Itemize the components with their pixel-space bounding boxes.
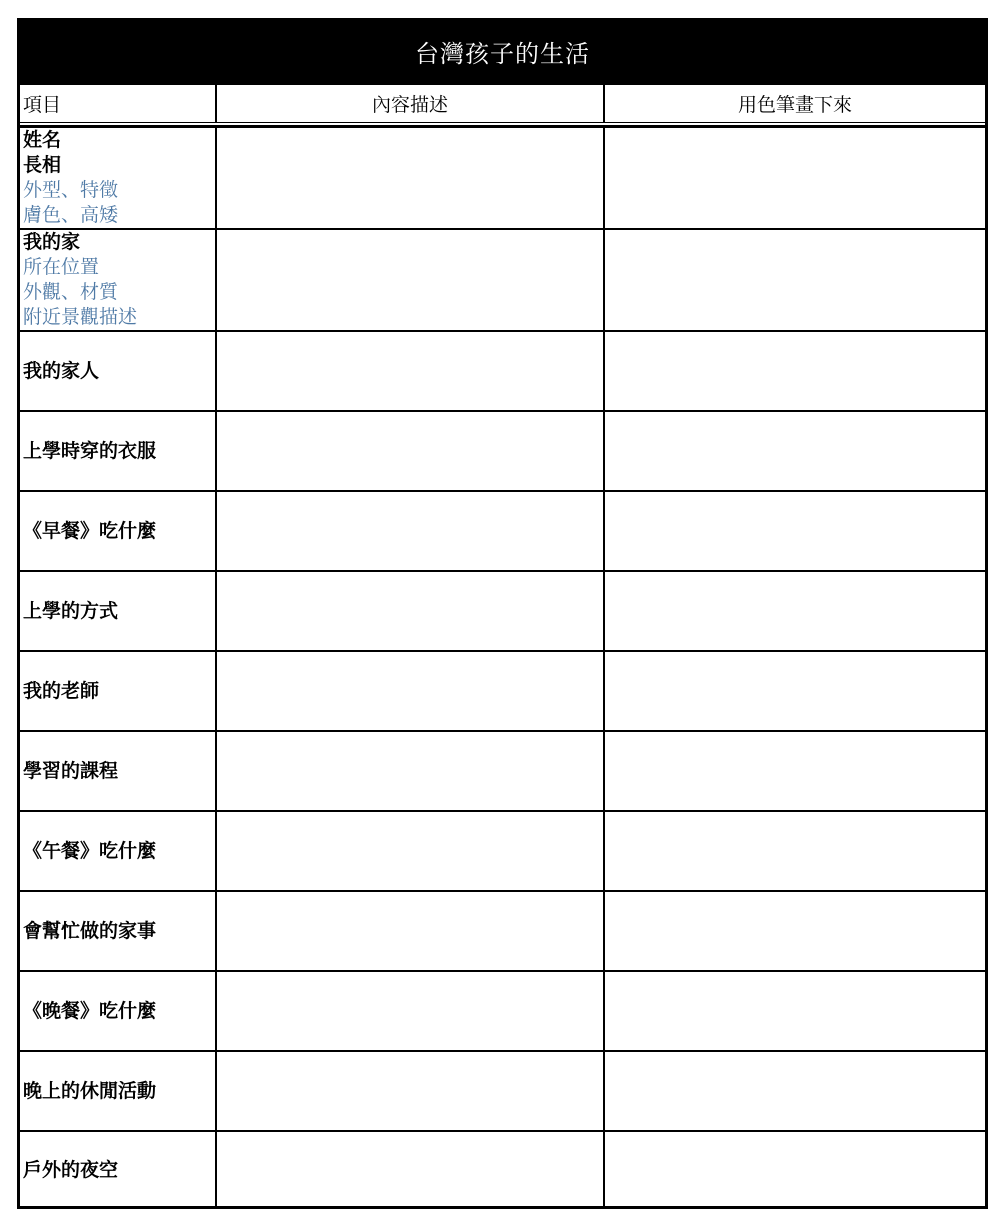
description-cell[interactable] — [215, 412, 603, 490]
table-row — [20, 1050, 985, 1130]
table-row — [20, 890, 985, 970]
description-cell[interactable] — [215, 332, 603, 410]
drawing-cell[interactable] — [603, 332, 985, 410]
item-label: 我的家人 — [23, 359, 100, 382]
item-label-cell — [20, 492, 215, 570]
item-label-cell — [20, 128, 215, 228]
item-label-cell — [20, 732, 215, 810]
item-label: 我的家 — [23, 231, 81, 253]
item-hint: 外觀、材質 — [23, 281, 119, 303]
item-label-cell — [20, 892, 215, 970]
table-row — [20, 570, 985, 650]
drawing-cell[interactable] — [603, 732, 985, 810]
description-cell[interactable] — [215, 892, 603, 970]
item-label-cell — [20, 812, 215, 890]
table-row — [20, 126, 985, 228]
header-drawing: 用色筆畫下來 — [603, 85, 985, 122]
drawing-cell[interactable] — [603, 230, 985, 330]
drawing-cell[interactable] — [603, 812, 985, 890]
header-description: 內容描述 — [215, 85, 603, 122]
drawing-cell[interactable] — [603, 572, 985, 650]
item-label-cell — [20, 652, 215, 730]
table-row — [20, 1130, 985, 1209]
header-row — [20, 85, 985, 123]
description-cell[interactable] — [215, 732, 603, 810]
drawing-cell[interactable] — [603, 128, 985, 228]
drawing-cell[interactable] — [603, 652, 985, 730]
description-cell[interactable] — [215, 652, 603, 730]
description-cell[interactable] — [215, 128, 603, 228]
item-hint: 所在位置 — [23, 256, 100, 278]
drawing-cell[interactable] — [603, 412, 985, 490]
drawing-cell[interactable] — [603, 892, 985, 970]
item-label: 姓名 — [23, 129, 62, 151]
description-cell[interactable] — [215, 812, 603, 890]
item-hint: 附近景觀描述 — [23, 306, 138, 328]
drawing-cell[interactable] — [603, 1132, 985, 1209]
item-label-cell — [20, 1132, 215, 1209]
item-label-cell — [20, 1052, 215, 1130]
table-row — [20, 410, 985, 490]
item-hint: 膚色、高矮 — [23, 204, 119, 226]
description-cell[interactable] — [215, 230, 603, 330]
description-cell[interactable] — [215, 1052, 603, 1130]
worksheet-title: 台灣孩子的生活 — [17, 18, 988, 85]
item-label-cell — [20, 572, 215, 650]
description-cell[interactable] — [215, 972, 603, 1050]
item-label-cell — [20, 412, 215, 490]
drawing-cell[interactable] — [603, 1052, 985, 1130]
header-item: 項目 — [23, 94, 62, 116]
item-label: 上學的方式 — [23, 599, 119, 622]
table-row — [20, 228, 985, 330]
item-label-cell — [20, 230, 215, 330]
table-row — [20, 490, 985, 570]
item-label: 長相 — [23, 154, 62, 176]
item-label: 晚上的休閒活動 — [23, 1079, 157, 1102]
item-label: 《早餐》吃什麼 — [23, 519, 157, 542]
item-label: 戶外的夜空 — [23, 1159, 119, 1181]
description-cell[interactable] — [215, 1132, 603, 1209]
item-hint: 外型、特徵 — [23, 179, 119, 201]
item-label: 上學時穿的衣服 — [23, 439, 157, 462]
drawing-cell[interactable] — [603, 972, 985, 1050]
table-row — [20, 330, 985, 410]
item-label: 《午餐》吃什麼 — [23, 839, 157, 862]
item-label: 我的老師 — [23, 679, 100, 702]
table-row — [20, 650, 985, 730]
item-label: 《晚餐》吃什麼 — [23, 999, 157, 1022]
table-row — [20, 810, 985, 890]
worksheet-table — [17, 18, 988, 1209]
item-label: 會幫忙做的家事 — [23, 919, 157, 942]
table-row — [20, 970, 985, 1050]
description-cell[interactable] — [215, 572, 603, 650]
drawing-cell[interactable] — [603, 492, 985, 570]
item-label-cell — [20, 332, 215, 410]
item-label-cell — [20, 972, 215, 1050]
description-cell[interactable] — [215, 492, 603, 570]
item-label: 學習的課程 — [23, 759, 119, 782]
table-row — [20, 730, 985, 810]
